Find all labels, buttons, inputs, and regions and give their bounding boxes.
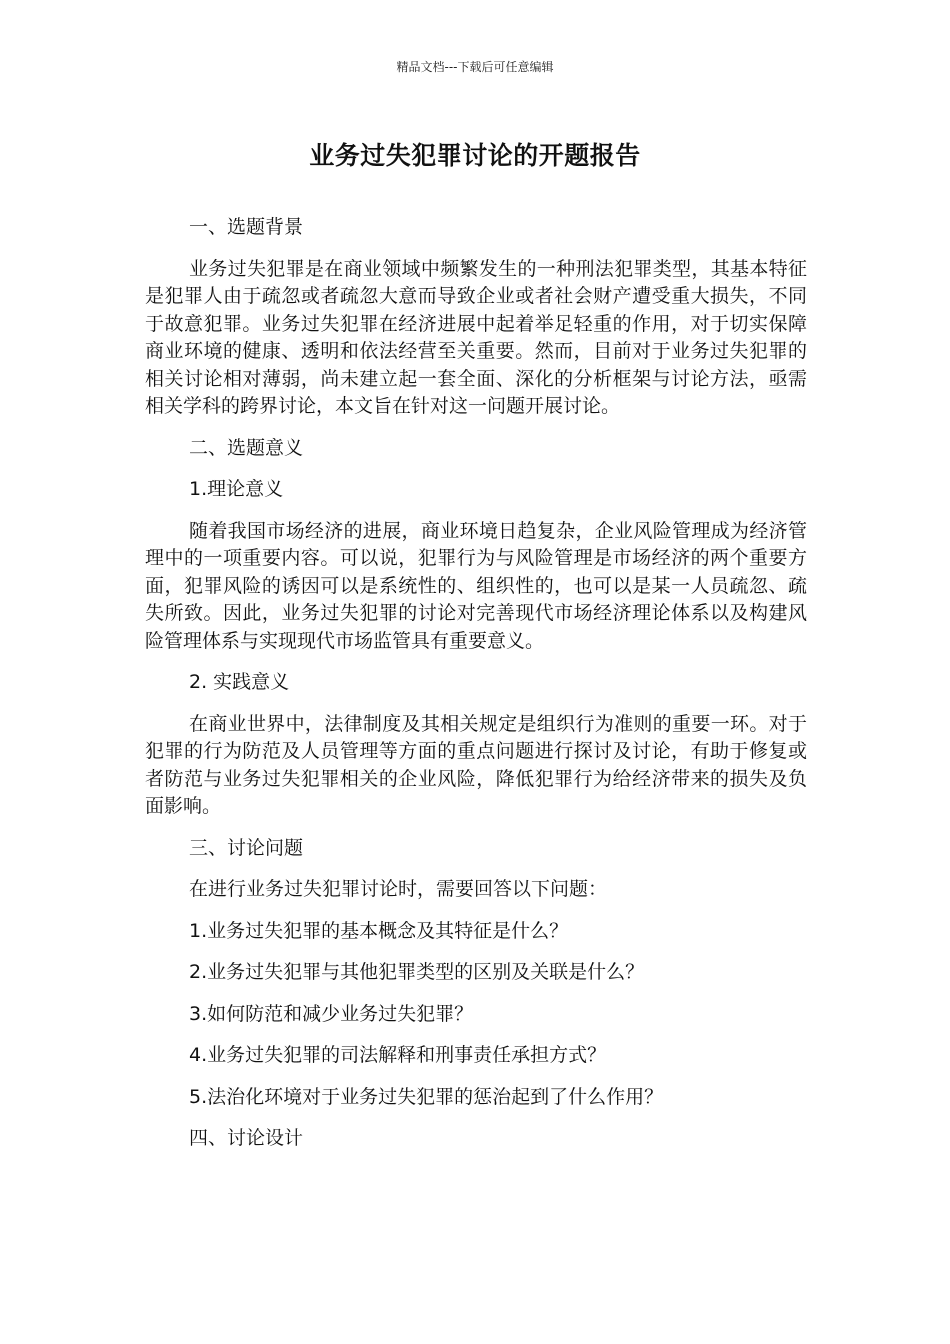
header-note: 精品文档---下载后可任意编辑 bbox=[396, 60, 554, 74]
section-heading-significance: 二、选题意义 bbox=[189, 436, 304, 459]
document-title: 业务过失犯罪讨论的开题报告 bbox=[309, 141, 641, 170]
section-heading-background: 一、选题背景 bbox=[189, 216, 304, 238]
subheading-theoretical: 1.理论意义 bbox=[189, 478, 284, 500]
paragraph-theoretical: 随着我国市场经济的进展，商业环境日趋复杂，企业风险管理成为经济管理中的一项重要内容。可以说，犯罪行为与风险管理是市场经济的两个重要方面，犯罪风险的诱因可以是系统性的、组织性的，也可以是某一人员疏忽、疏失所致。因此，业务过失犯罪的讨论对完善现代市场经济理论体系以及构建风险管理体系与实现现代市场监管具有重要意义。 bbox=[145, 519, 807, 652]
question-item-2: 2.业务过失犯罪与其他犯罪类型的区别及关联是什么？ bbox=[189, 961, 645, 983]
subheading-practical: 2. 实践意义 bbox=[189, 671, 290, 693]
document-body bbox=[145, 214, 807, 1167]
question-item-5: 5.法治化环境对于业务过失犯罪的惩治起到了什么作用？ bbox=[189, 1085, 664, 1108]
question-item-3: 3.如何防范和减少业务过失犯罪？ bbox=[189, 1002, 474, 1025]
question-item-1: 1.业务过失犯罪的基本概念及其特征是什么？ bbox=[189, 919, 569, 942]
section-heading-design: 四、讨论设计 bbox=[189, 1127, 304, 1149]
question-item-4: 4.业务过失犯罪的司法解释和刑事责任承担方式？ bbox=[189, 1044, 607, 1066]
paragraph-practical: 在商业世界中，法律制度及其相关规定是组织行为准则的重要一环。对于犯罪的行为防范及人员管理等方面的重点问题进行探讨及讨论，有助于修复或者防范与业务过失犯罪相关的企业风险，降低犯罪行为给经济带来的损失及负面影响。 bbox=[145, 712, 807, 817]
section-heading-questions: 三、讨论问题 bbox=[189, 836, 304, 859]
paragraph-background: 业务过失犯罪是在商业领域中频繁发生的一种刑法犯罪类型，其基本特征是犯罪人由于疏忽或者疏忽大意而导致企业或者社会财产遭受重大损失，不同于故意犯罪。业务过失犯罪在经济进展中起着举足轻重的作用，对于切实保障商业环境的健康、透明和依法经营至关重要。然而，目前对于业务过失犯罪的相关讨论相对薄弱，尚未建立起一套全面、深化的分析框架与讨论方法，亟需相关学科的跨界讨论，本文旨在针对这一问题开展讨论。 bbox=[145, 257, 807, 417]
questions-intro: 在进行业务过失犯罪讨论时，需要回答以下问题： bbox=[189, 878, 608, 900]
